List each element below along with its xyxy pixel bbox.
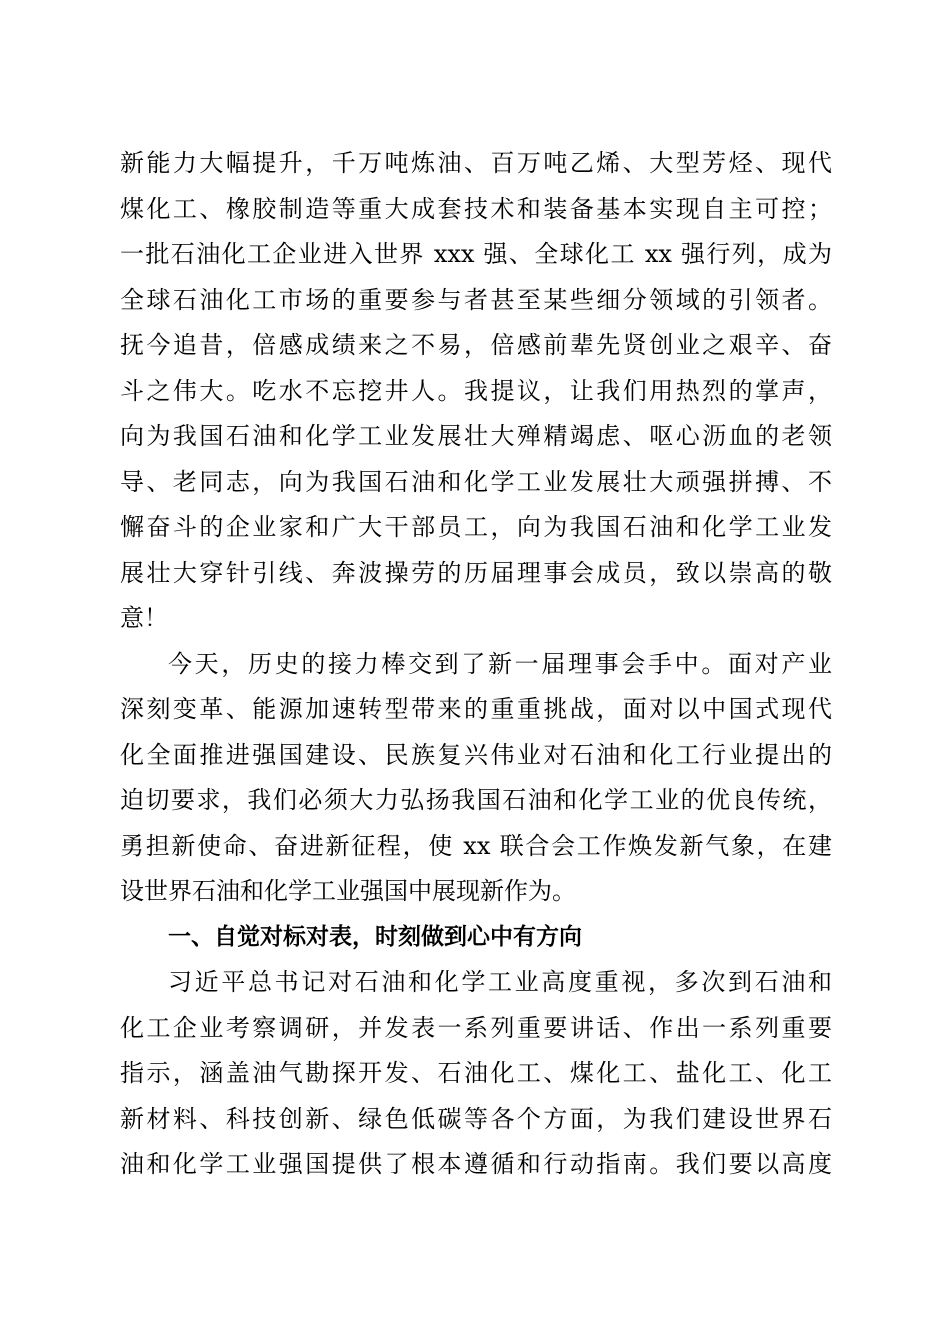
text-line: 今天，历史的接力棒交到了新一届理事会手中。面对产业 — [168, 649, 832, 678]
text-line: 迫切要求，我们必须大力弘扬我国石油和化学工业的优良传统， — [120, 786, 832, 814]
text-line: 导、老同志，向为我国石油和化学工业发展壮大顽强拼搏、不 — [120, 467, 832, 496]
text-line: 一批石油化工企业进入世界 xxx 强、全球化工 xx 强行列，成为 — [120, 240, 832, 268]
text-line: 抚今追昔，倍感成绩来之不易，倍感前辈先贤创业之艰辛、奋 — [120, 331, 832, 359]
text-line: 斗之伟大。吃水不忘挖井人。我提议，让我们用热烈的掌声， — [120, 376, 832, 405]
document-body — [120, 141, 832, 1188]
paragraph-1 — [120, 141, 832, 642]
text-line: 勇担新使命、奋进新征程，使 xx 联合会工作焕发新气象，在建 — [120, 831, 832, 860]
text-line: 习近平总书记对石油和化学工业高度重视，多次到石油和 — [168, 968, 832, 996]
text-line: 新能力大幅提升，千万吨炼油、百万吨乙烯、大型芳烃、现代 — [120, 149, 832, 177]
text-line: 懈奋斗的企业家和广大干部员工，向为我国石油和化学工业发 — [120, 513, 832, 541]
text-line: 化工企业考察调研，并发表一系列重要讲话、作出一系列重要 — [120, 1013, 832, 1042]
text-line: 煤化工、橡胶制造等重大成套技术和装备基本实现自主可控； — [120, 194, 832, 223]
section-heading: 一、自觉对标对表，时刻做到心中有方向 — [168, 923, 582, 950]
text-line: 全球石油化工市场的重要参与者甚至某些细分领域的引领者。 — [120, 285, 832, 314]
text-line: 新材料、科技创新、绿色低碳等各个方面，为我们建设世界石 — [120, 1104, 832, 1133]
text-line: 指示，涵盖油气勘探开发、石油化工、煤化工、盐化工、化工 — [120, 1059, 832, 1087]
text-line: 向为我国石油和化学工业发展壮大殚精竭虑、呕心沥血的老领 — [120, 422, 832, 450]
text-line: 油和化学工业强国提供了根本遵循和行动指南。我们要以高度 — [120, 1150, 832, 1178]
text-line: 展壮大穿针引线、奔波操劳的历届理事会成员，致以崇高的敬 — [120, 558, 832, 587]
text-line: 意！ — [120, 604, 168, 632]
text-line: 设世界石油和化学工业强国中展现新作为。 — [120, 877, 576, 905]
text-line: 化全面推进强国建设、民族复兴伟业对石油和化工行业提出的 — [120, 740, 832, 769]
text-line: 深刻变革、能源加速转型带来的重重挑战，面对以中国式现代 — [120, 695, 832, 723]
paragraph-2 — [120, 642, 832, 915]
paragraph-3 — [120, 960, 832, 1188]
